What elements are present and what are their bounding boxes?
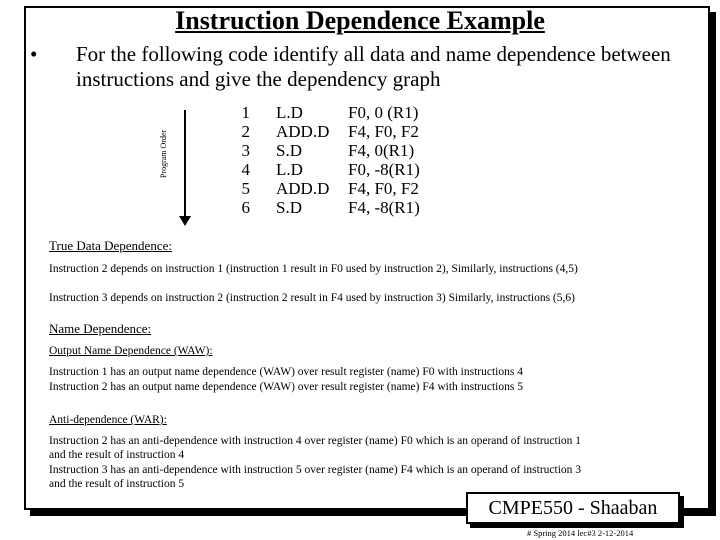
war-header: Anti-dependence (WAR): <box>49 414 167 426</box>
slide-title: Instruction Dependence Example <box>175 6 545 35</box>
waw-line: Instruction 1 has an output name dependence (WAW) over result register (name) F0 with instructions 4 <box>49 366 523 378</box>
code-operands: F4, 0(R1) <box>348 141 415 160</box>
war-line: Instruction 2 has an anti-dependence with instruction 4 over register (name) F0 which is an operand of instruction 1 <box>49 435 582 447</box>
code-line-number: 2 <box>241 122 250 141</box>
course-badge: CMPE550 - Shaaban <box>466 492 680 524</box>
code-opcode: L.D <box>276 103 303 122</box>
code-row <box>236 160 486 179</box>
code-opcode: L.D <box>276 160 303 179</box>
code-line-number: 3 <box>241 141 250 160</box>
program-order-arrow <box>184 110 186 220</box>
arrow-down-icon <box>179 216 191 226</box>
code-row <box>236 103 486 122</box>
waw-header: Output Name Dependence (WAW): <box>49 345 213 357</box>
code-operands: F0, -8(R1) <box>348 160 420 179</box>
bullet-text: For the following code identify all data and name dependence between instructions and give the dependency graph <box>76 42 671 91</box>
name-dependence-header: Name Dependence: <box>49 321 152 336</box>
code-row <box>236 122 486 141</box>
code-opcode: ADD.D <box>276 179 330 198</box>
code-opcode: S.D <box>276 141 302 160</box>
code-operands: F4, F0, F2 <box>348 122 419 141</box>
code-listing <box>236 103 486 217</box>
code-opcode: ADD.D <box>276 122 330 141</box>
true-dependence-line: Instruction 2 depends on instruction 1 (instruction 1 result in F0 used by instruction 2), Similarly, instructions (4,5) <box>49 263 578 275</box>
code-row <box>236 198 486 217</box>
program-order-label: Program Order <box>159 129 168 178</box>
war-line: Instruction 3 has an anti-dependence with instruction 5 over register (name) F4 which is an operand of instruction 3 <box>49 464 582 476</box>
war-line: and the result of instruction 4 <box>49 449 185 461</box>
code-row <box>236 141 486 160</box>
code-line-number: 5 <box>241 179 250 198</box>
war-line: and the result of instruction 5 <box>49 478 185 490</box>
code-operands: F4, F0, F2 <box>348 179 419 198</box>
code-opcode: S.D <box>276 198 302 217</box>
true-dependence-header: True Data Dependence: <box>49 238 172 253</box>
code-operands: F0, 0 (R1) <box>348 103 419 122</box>
code-row <box>236 179 486 198</box>
code-operands: F4, -8(R1) <box>348 198 420 217</box>
code-line-number: 6 <box>241 198 250 217</box>
footer-text: # Spring 2014 lec#3 2-12-2014 <box>527 528 634 538</box>
code-line-number: 4 <box>241 160 250 179</box>
true-dependence-line: Instruction 3 depends on instruction 2 (instruction 2 result in F4 used by instruction 3) Similarly, instructions (5,6) <box>49 292 575 304</box>
waw-line: Instruction 2 has an output name dependence (WAW) over result register (name) F4 with instructions 5 <box>49 381 523 393</box>
code-line-number: 1 <box>241 103 250 122</box>
bullet-dot: • <box>30 42 38 66</box>
